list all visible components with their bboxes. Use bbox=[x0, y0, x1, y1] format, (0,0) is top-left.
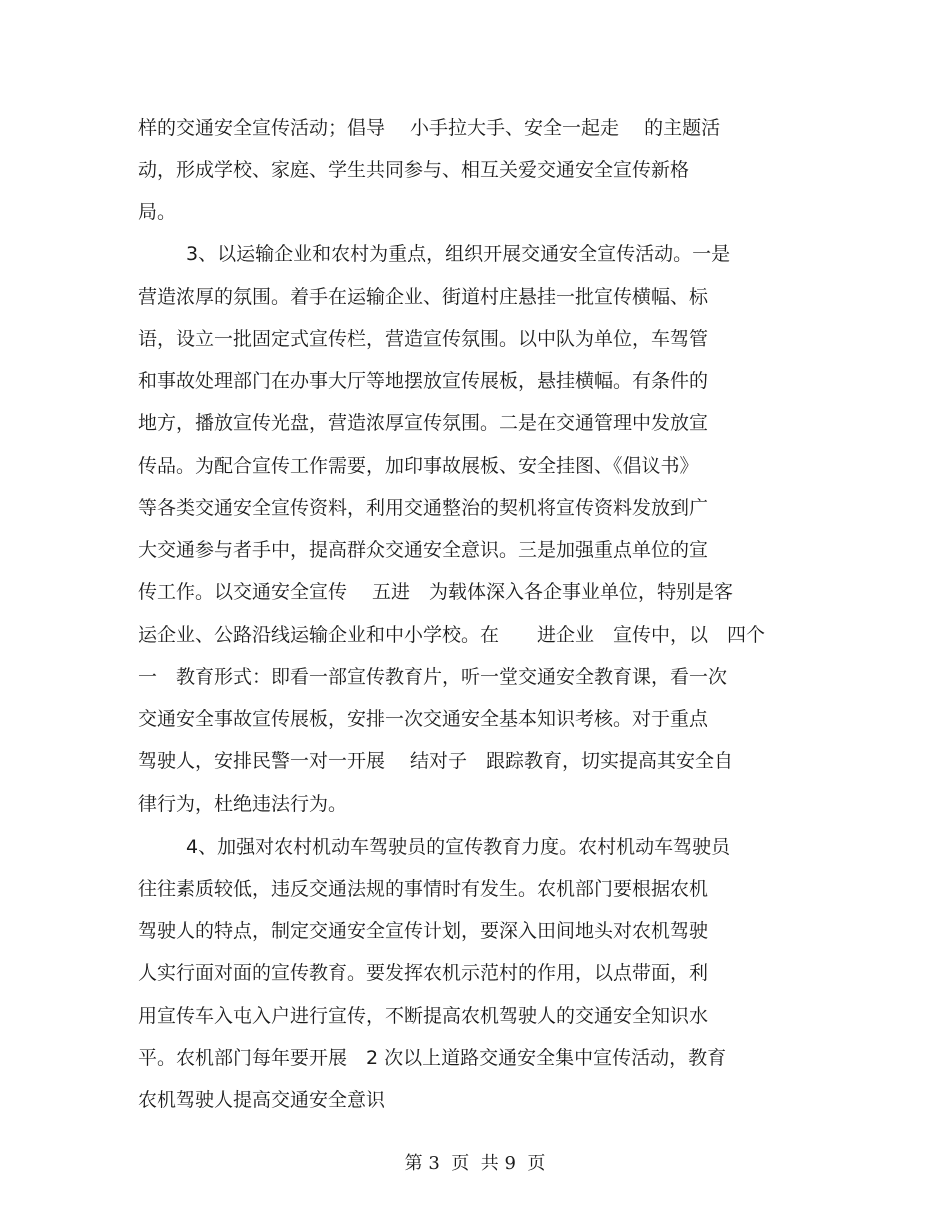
text-line: 律行为，杜绝违法行为。 bbox=[138, 793, 348, 815]
text-line: 传品。为配合宣传工作需要，加印事故展板、安全挂图、《倡议书》 bbox=[138, 455, 699, 477]
text-line: 一 教育形式：即看一部宣传教育片，听一堂交通安全教育课，看一次 bbox=[138, 666, 728, 688]
text-line: 往往素质较低，违反交通法规的事情时有发生。农机部门要根据农机 bbox=[138, 878, 709, 900]
text-line: 运企业、公路沿线运输企业和中小学校。在 进企业 宣传中，以 四个 bbox=[138, 624, 766, 646]
text-line: 驾驶人，安排民警一对一开展 结对子 跟踪教育，切实提高其安全自 bbox=[138, 750, 734, 772]
page-footer: 第 3 页 共 9 页 bbox=[404, 1153, 546, 1174]
text-line: 营造浓厚的氛围。着手在运输企业、街道村庄悬挂一批宣传横幅、标 bbox=[138, 286, 709, 308]
text-line: 等各类交通安全宣传资料，利用交通整治的契机将宣传资料发放到广 bbox=[138, 497, 709, 519]
text-line: 和事故处理部门在办事大厅等地摆放宣传展板，悬挂横幅。有条件的 bbox=[138, 370, 709, 392]
text-line: 动，形成学校、家庭、学生共同参与、相互关爱交通安全宣传新格 bbox=[138, 159, 690, 181]
text-line: 用宣传车入屯入户进行宣传，不断提高农机驾驶人的交通安全知识水 bbox=[138, 1005, 709, 1027]
text-line: 语，设立一批固定式宣传栏，营造宣传氛围。以中队为单位，车驾管 bbox=[138, 328, 709, 350]
text-line: 大交通参与者手中，提高群众交通安全意识。三是加强重点单位的宣 bbox=[138, 539, 709, 561]
text-line: 样的交通安全宣传活动；倡导 小手拉大手、安全一起走 的主题活 bbox=[138, 117, 721, 139]
text-line: 地方，播放宣传光盘，营造浓厚宣传氛围。二是在交通管理中发放宣 bbox=[138, 412, 709, 434]
text-line: 农机驾驶人提高交通安全意识 bbox=[138, 1089, 386, 1111]
text-line: 驾驶人的特点，制定交通安全宣传计划，要深入田间地头对农机驾驶 bbox=[138, 920, 709, 942]
text-line: 传工作。以交通安全宣传 五进 为载体深入各企事业单位，特别是客 bbox=[138, 581, 734, 603]
text-line: 人实行面对面的宣传教育。要发挥农机示范村的作用，以点带面，利 bbox=[138, 962, 709, 984]
text-line: 交通安全事故宣传展板，安排一次交通安全基本知识考核。对于重点 bbox=[138, 708, 709, 730]
text-line: 平。农机部门每年要开展 2 次以上道路交通安全集中宣传活动，教育 bbox=[138, 1047, 727, 1069]
text-line: 3、以运输企业和农村为重点，组织开展交通安全宣传活动。一是 bbox=[186, 243, 731, 265]
text-line: 局。 bbox=[138, 201, 177, 223]
text-line: 4、加强对农村机动车驾驶员的宣传教育力度。农村机动车驾驶员 bbox=[186, 836, 731, 858]
